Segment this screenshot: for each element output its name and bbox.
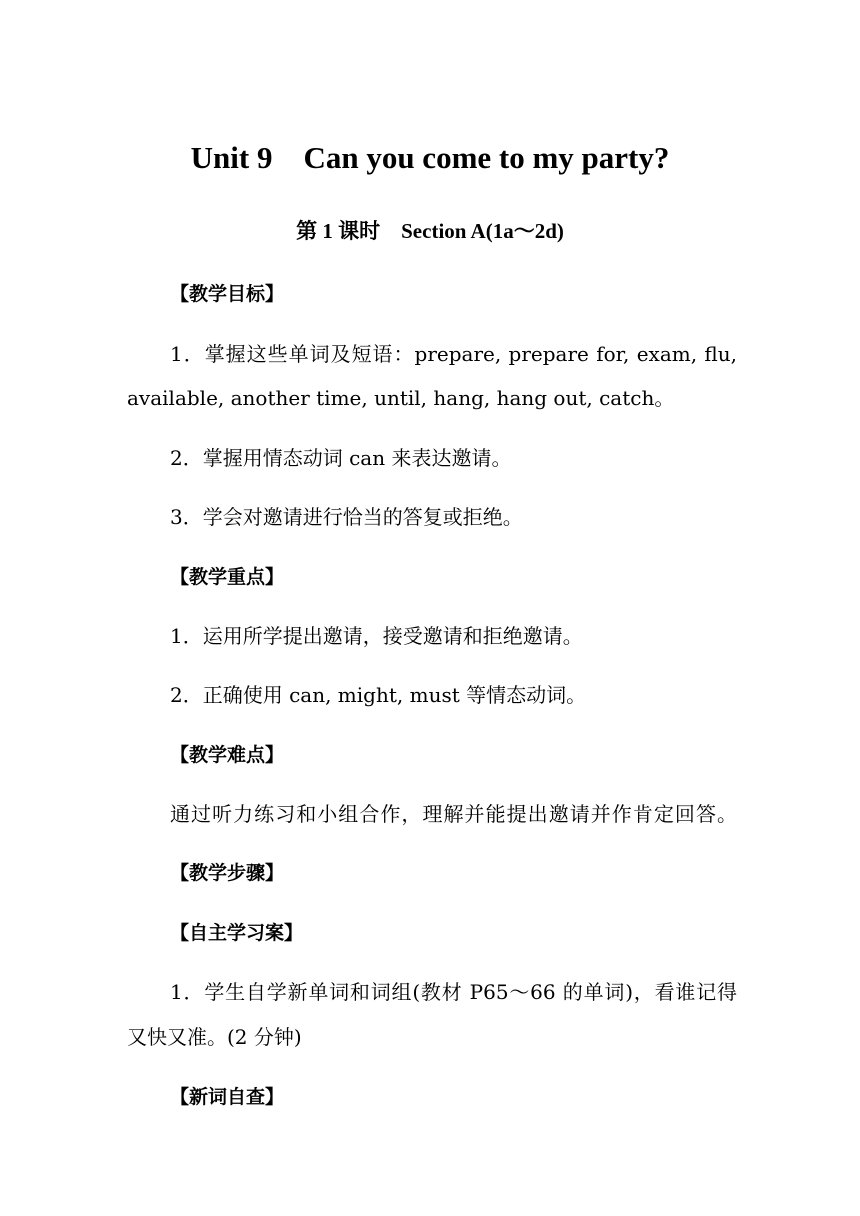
difficulties-heading: 【教学难点】 (170, 744, 285, 766)
objective-2: 2．掌握用情态动词 can 来表达邀请。 (170, 446, 512, 470)
self-study-1-line-1: 1．学生自学新单词和词组(教材 P65～66 的单词)，看谁记得 (170, 980, 737, 1004)
objective-1-line-2: available, another time, until, hang, hang out, catch。 (127, 386, 675, 410)
objective-1-line-1: 1．掌握这些单词及短语：prepare, prepare for, exam, flu, (170, 342, 737, 366)
key-point-2: 2．正确使用 can, might, must 等情态动词。 (170, 683, 587, 707)
key-point-1: 1．运用所学提出邀请，接受邀请和拒绝邀请。 (170, 624, 583, 648)
objectives-heading: 【教学目标】 (170, 283, 285, 305)
self-study-1-line-2: 又快又准。(2 分钟) (127, 1025, 302, 1049)
new-words-heading: 【新词自查】 (170, 1086, 285, 1108)
objective-3: 3．学会对邀请进行恰当的答复或拒绝。 (170, 505, 523, 529)
document-title: Unit 9 Can you come to my party? (190, 140, 670, 175)
key-points-heading: 【教学重点】 (170, 566, 285, 588)
self-study-heading: 【自主学习案】 (170, 922, 304, 944)
difficulty-1: 通过听力练习和小组合作，理解并能提出邀请并作肯定回答。 (170, 802, 737, 826)
steps-heading: 【教学步骤】 (170, 862, 285, 884)
lesson-subtitle: 第 1 课时 Section A(1a～2d) (296, 219, 564, 243)
